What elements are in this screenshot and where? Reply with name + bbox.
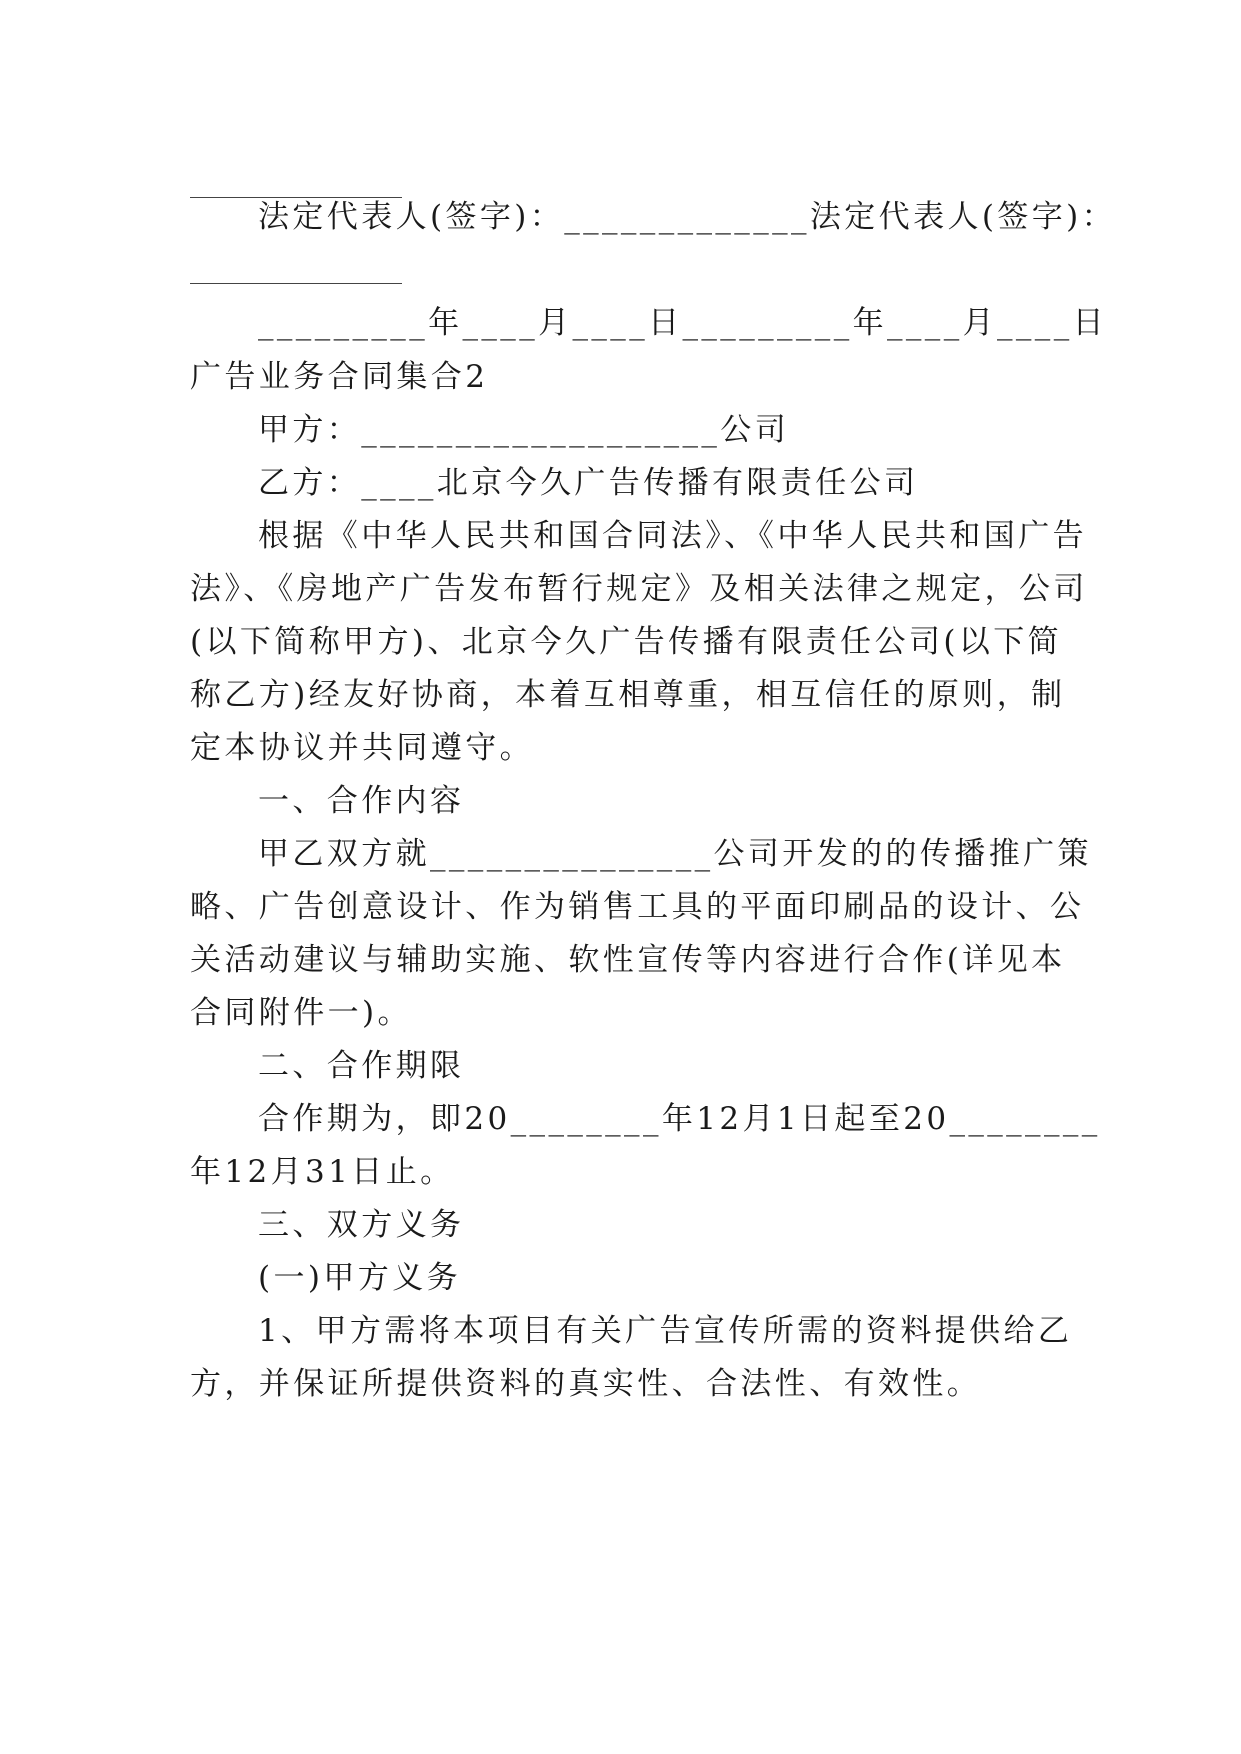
paragraph-line: 方，并保证所提供资料的真实性、合法性、有效性。 [190, 1366, 982, 1402]
contract-title: 广告业务合同集合2 [190, 359, 489, 395]
paragraph-line: 合作期为，即20________年12月1日起至20________ [258, 1101, 1101, 1137]
date-line: _________年____月____日_________年____月____日 [258, 305, 1107, 341]
party-a-line: 甲方：___________________公司 [258, 412, 790, 448]
paragraph-line: 年12月31日止。 [190, 1154, 455, 1190]
preamble-line: 法》、《房地产广告发布暂行规定》及相关法律之规定，公司 [190, 571, 1088, 607]
preamble-line: 定本协议并共同遵守。 [190, 730, 534, 766]
party-b-line: 乙方：____北京今久广告传播有限责任公司 [258, 465, 919, 501]
paragraph-line: 1、甲方需将本项目有关广告宣传所需的资料提供给乙 [258, 1313, 1073, 1349]
paragraph-line: 略、广告创意设计、作为销售工具的平面印刷品的设计、公 [190, 889, 1085, 925]
preamble-line: (以下简称甲方)、北京今久广告传播有限责任公司(以下简 [190, 624, 1063, 660]
preamble-line: 称乙方)经友好协商，本着互相尊重，相互信任的原则，制 [190, 677, 1066, 713]
signature-blank-line [190, 283, 402, 284]
paragraph-line: 合同附件一)。 [190, 995, 412, 1031]
paragraph-line: 关活动建议与辅助实施、软性宣传等内容进行合作(详见本 [190, 942, 1066, 978]
subsection-heading: (一)甲方义务 [258, 1260, 461, 1296]
preamble-line: 根据《中华人民共和国合同法》、《中华人民共和国广告 [258, 518, 1087, 554]
legal-representative-line: 法定代表人(签字)：_____________法定代表人(签字)： [258, 199, 1117, 235]
section-heading: 三、双方义务 [258, 1207, 465, 1243]
paragraph-line: 甲乙双方就_______________公司开发的的传播推广策 [258, 836, 1092, 872]
section-heading: 二、合作期限 [258, 1048, 465, 1084]
section-heading: 一、合作内容 [258, 783, 465, 819]
